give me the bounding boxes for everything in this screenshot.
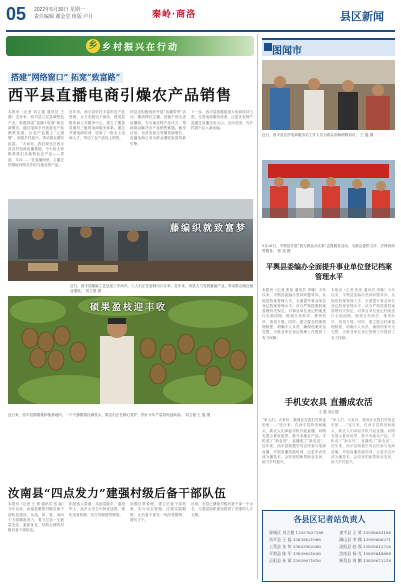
contact-entry: 确山县 李 娜 13939666271 [339,537,391,542]
contact-row [269,529,391,536]
contact-row [269,550,391,557]
story-headline: 手机安农具 直播成农活 [284,398,373,408]
contact-entry: 泌阳县 赵 强 13839612726 [339,544,391,549]
camera-icon [264,43,272,51]
photo-news-title: 图闻市 [272,46,302,57]
workshop-scene [8,199,253,281]
date-line: 2022年5月30日 星期一 [34,7,85,13]
contact-entry: 驿城区 刘立德 13937637188 [269,530,324,535]
contact-row [269,557,391,564]
banner-title: 乡村振兴在行动 [102,43,180,53]
page-header [6,4,395,30]
photo-news-banner [262,38,395,56]
contact-entry: 汝南县 杨 光 13839648888 [339,551,391,556]
volunteer-service-photo [262,160,395,218]
story-column: 加强日常管理，建立后备干部档案，实行动态管理。注重实践锻炼，让后备干部在一线经受锻炼、增长才干。 [130,502,186,522]
badge-icon: 乡 [86,39,100,53]
section-title: 县区新闻 [340,10,384,23]
story-column: 本报讯（记者 张伟 通讯员 李娜）今年以来，平舆县委编办坚持问题导向，从规范档案管理入手，全面提升事业单位登记档案管理水平。该办严格按照档案管理有关规定，对事业单位登记档案进行全面清理，做到分类科学、排列有序、查找方便。同时，建立健全档案管理制度，明确专人负责，确保档案安全完整，为事业单位登记管理工作提供了有力保障。 [262,288,326,340]
photo-caption: 连日来，西平县猕猴桃种植基地内，一个个猕猴桃挂满枝头，果农们正在精心管护，预计今年产量将再创新高。 刘立德 王 磊 摄 [8,413,211,417]
editor-line: 责任编辑 谢金堂 组版 卢月 [34,14,94,20]
story-column: “家人们，大家好，我现在在我们村的麦田里……”连日来，在西平县的田间地头，新农人们拿起手机开起直播，向网友展示夏收场景，推介本地农产品。手机成了“新农具”，直播成了“新农活”。近年来，西平县积极引导农民参与电商直播，开展直播技能培训，让更多农民成为懂技术、会经营的新型职业农民，助力乡村振兴。 [262,418,326,465]
story-headline: 平舆县委编办全面提升事业单位登记档案管理水平 [266,262,392,281]
contact-list [269,529,391,564]
header-rule [6,30,395,32]
contact-entry: 正阳县 孙 斌 13939671616 [269,558,321,563]
photo-overlay-title: 硕果盈枝迎丰收 [90,303,168,313]
masthead-logo: 秦岭·商洛 [152,10,197,20]
contact-entry: 西平县 王 磊 13839621988 [269,537,321,542]
ecommerce-station-photo [262,60,395,130]
story-column: 拓宽选人渠道，从致富能手、退役军人、返乡大学生中择优选拔。强化培育机制，实行导师帮带制度。 [69,502,125,517]
rural-revitalization-banner [6,36,254,56]
story-headline: 西平县直播电商引燥农产品销售 [8,86,233,104]
column-divider [257,34,258,579]
story-column: 近年来，西平县依托丰富的农产品资源，大力发展电子商务，建成县级电商公共服务中心，建立了覆盖县镇村三级的电商服务体系。通过开展电商培训，培育了一批本土电商人才，带动了农产品线上销售。 [69,110,125,141]
reporter-contacts-box [262,510,395,582]
story-headline: 汝南县“四点发力”建强村级后备干部队伍 [8,486,227,500]
story-kicker: 搭建“网络窗口” 拓宽“致富路” [8,72,123,83]
byline: 王 磊 刘立德 [318,410,339,414]
contact-entry: 新蔡县 周 鹏 13839672218 [339,558,391,563]
story-column: “家人们，大家好，我现在在我们村的麦田里……”连日来，在西平县的田间地头，新农人们拿起手机开起直播，向网友展示夏收场景，推介本地农产品。手机成了“新农具”，直播成了“新农活”。近年来，西平县积极引导农民参与电商直播，开展直播技能培训，让更多农民成为懂技术、会经营的新型职业农民，助力乡村振兴。 [331,418,395,465]
kiwifruit-photo [8,296,253,404]
photo-overlay-title: 藤编织就致富梦 [170,224,248,234]
photo-caption: 近日，西平县藤编工艺品加工车间内，工人们正在赶制出口订单。近年来，该县大力发展藤编产业，带动群众就近就业增收。 刘立德 摄 [70,284,254,293]
contact-row [269,536,391,543]
volunteer-scene [262,160,395,218]
story-column: 本报讯（记者 王 勇 通讯员 张 丽）今年以来，汝南县聚焦村级后备干部队伍建设，从选、育、管、用四个方面精准发力，着力打造一支数量充足、素质优良、结构合理的村级后备干部队伍。 [8,502,64,533]
story-column: 目前，全县已储备村级后备干部一千余名，为基层组织建设提供了坚强的人才支撑。 [191,502,253,517]
story-column: 本报讯（记者 张伟 通讯员 李娜）今年以来，平舆县委编办坚持问题导向，从规范档案管理入手，全面提升事业单位登记档案管理水平。该办严格按照档案管理有关规定，对事业单位登记档案进行全面清理，做到分类科学、排列有序、查找方便。同时，建立健全档案管理制度，明确专人负责，确保档案安全完整，为事业单位登记管理工作提供了有力保障。 [331,288,395,340]
story-column: 本报讯（记者 刘立德 通讯员 王 磊）近年来，西平县立足县域特色产业，积极探索“直播+电商”助农新模式，通过电商平台拓宽农产品销售渠道，让农产品插上“云翅膀”，助推乡村振兴，带动群众增收致富。 “大家好，我们现在在西平县农村电商直播基地，今天给大家推荐我们本地特色农产品——香菇、木耳……”在直播间里，主播正热情地向网友介绍当地农特产品。 [8,110,64,167]
page-number: 05 [6,4,27,24]
photo-caption: 近日，西平县农村电商服务站工作人员为群众讲解网购知识。 王 磊 摄 [262,133,374,137]
contact-entry: 遂平县 王 勇 13938683186 [339,530,391,535]
contact-entry: 上蔡县 张 伟 13603962366 [269,544,321,549]
story-column: 下一步，西平县将继续加大电商扶持力度，完善电商服务体系，让更多农特产品通过直播走出大山、走向全国，为乡村振兴注入新动能。 [191,110,253,130]
rattan-workshop-photo [8,199,253,281]
station-scene [262,60,395,130]
contact-entry: 平舆县 陈 军 13839621636 [269,551,321,556]
date-info [34,7,93,21]
box-title: 各县区记者站负责人 [293,514,366,524]
photo-caption: 5月26日，平舆县开展“我为群众办实事”志愿服务活动，为群众提供义诊、法律咨询等服务。 张 伟 摄 [262,244,395,253]
story-column: 该县还积极组织开展“直播带货”活动，邀请网红主播、县镇干部走进直播间，为当地农特产品代言，帮助群众解决农产品销售难题。截至目前，全县电商交易额持续增长，直播电商已成为群众增收致富的新引擎。 [130,110,186,146]
contact-row [269,543,391,550]
